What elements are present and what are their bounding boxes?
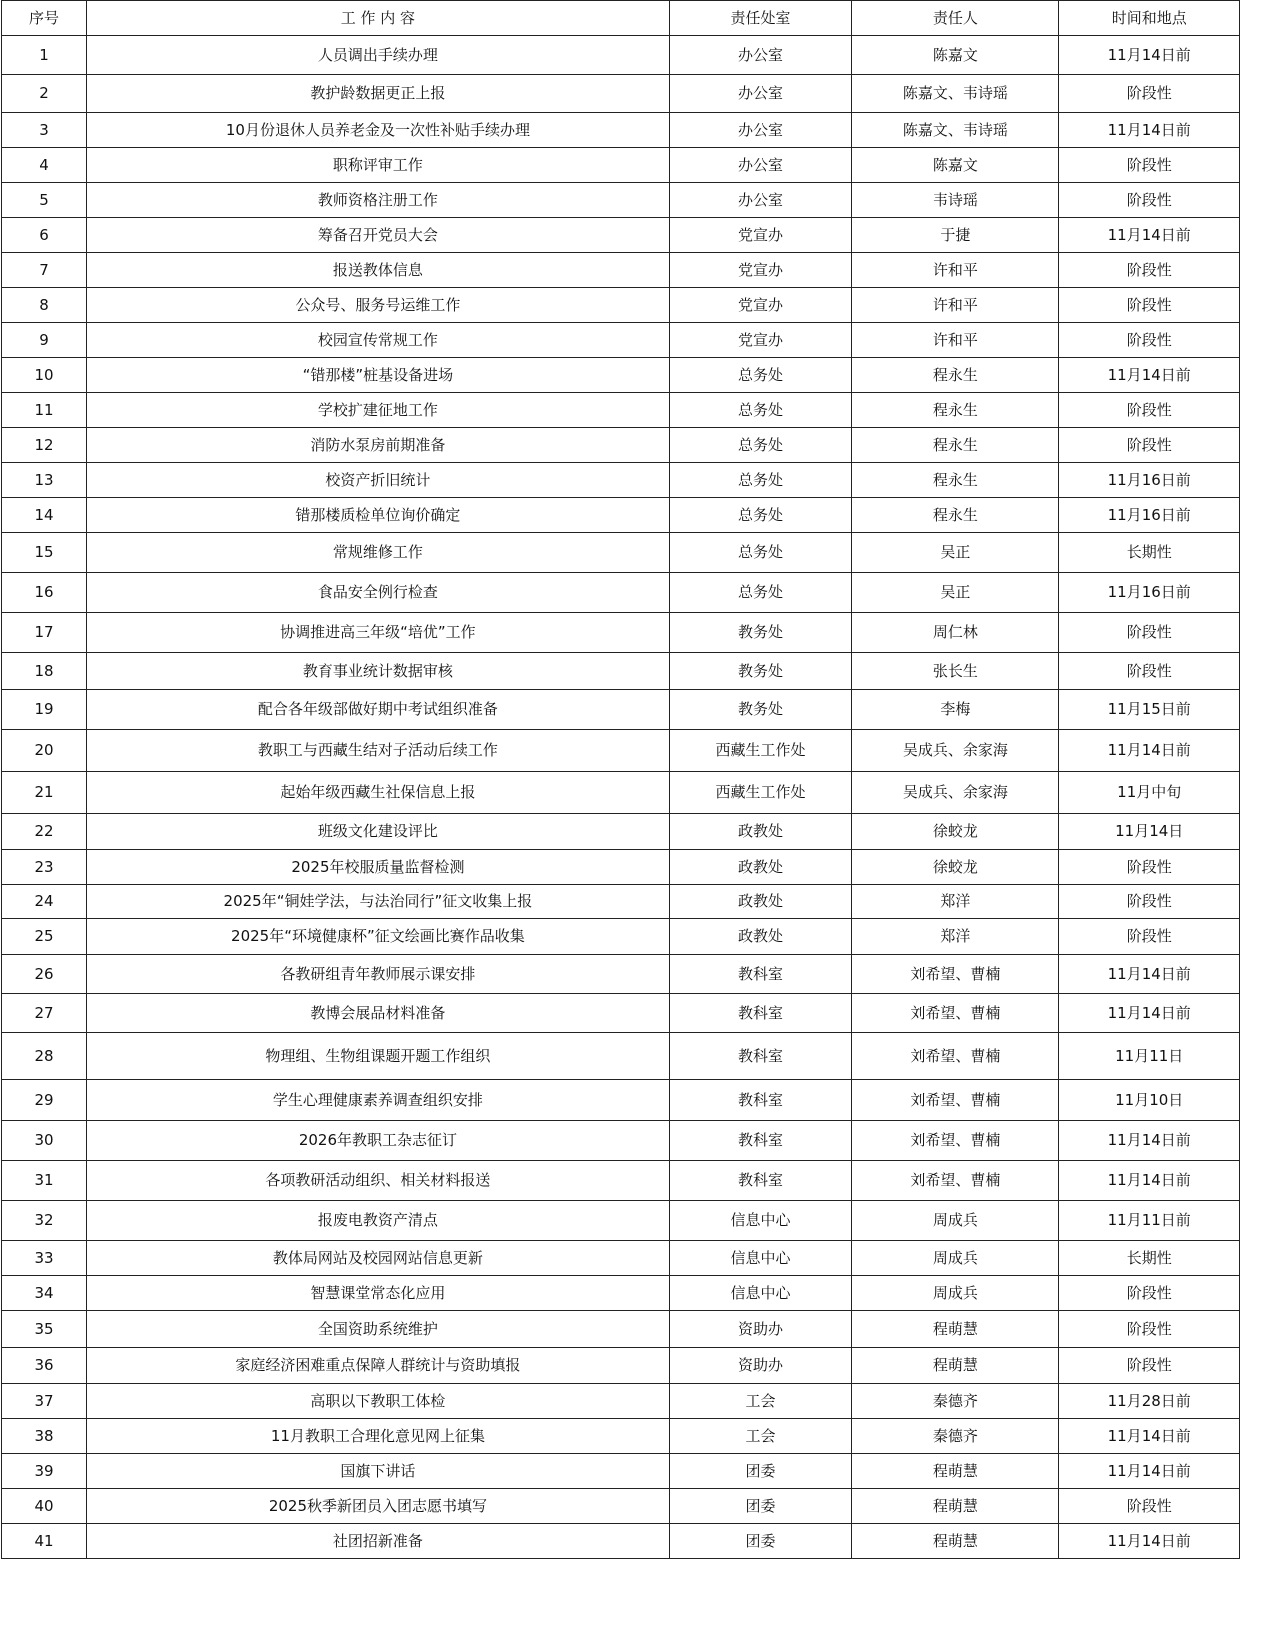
cell-department: 团委 [669, 1524, 852, 1559]
table-row [2, 653, 1240, 690]
table-row [2, 75, 1240, 113]
cell-deadline: 阶段性 [1059, 75, 1240, 113]
cell-deadline: 长期性 [1059, 533, 1240, 573]
table-row [2, 573, 1240, 613]
cell-index: 39 [2, 1454, 87, 1489]
cell-owner: 吴成兵、余家海 [852, 772, 1059, 814]
table-row [2, 690, 1240, 730]
cell-deadline: 阶段性 [1059, 183, 1240, 218]
cell-task: 各项教研活动组织、相关材料报送 [87, 1161, 670, 1201]
table-row [2, 1080, 1240, 1121]
cell-department: 信息中心 [669, 1201, 852, 1241]
cell-task: 智慧课堂常态化应用 [87, 1276, 670, 1311]
table-row [2, 358, 1240, 393]
cell-department: 教科室 [669, 1121, 852, 1161]
cell-department: 政教处 [669, 919, 852, 955]
cell-deadline: 长期性 [1059, 1241, 1240, 1276]
work-schedule-table [1, 0, 1240, 1559]
cell-department: 总务处 [669, 498, 852, 533]
cell-owner: 程永生 [852, 463, 1059, 498]
cell-index: 34 [2, 1276, 87, 1311]
cell-department: 教科室 [669, 1033, 852, 1080]
cell-owner: 李梅 [852, 690, 1059, 730]
cell-owner: 郑洋 [852, 885, 1059, 919]
cell-department: 资助办 [669, 1348, 852, 1384]
cell-index: 13 [2, 463, 87, 498]
table-row [2, 218, 1240, 253]
cell-index: 30 [2, 1121, 87, 1161]
cell-department: 总务处 [669, 428, 852, 463]
cell-department: 总务处 [669, 358, 852, 393]
table-row [2, 772, 1240, 814]
cell-index: 3 [2, 113, 87, 148]
cell-task: 校园宣传常规工作 [87, 323, 670, 358]
cell-task: 全国资助系统维护 [87, 1311, 670, 1348]
cell-department: 团委 [669, 1489, 852, 1524]
cell-department: 政教处 [669, 850, 852, 885]
table-row [2, 1348, 1240, 1384]
cell-index: 11 [2, 393, 87, 428]
cell-owner: 张长生 [852, 653, 1059, 690]
cell-index: 41 [2, 1524, 87, 1559]
cell-department: 党宣办 [669, 288, 852, 323]
table-row [2, 814, 1240, 850]
cell-index: 40 [2, 1489, 87, 1524]
cell-owner: 于捷 [852, 218, 1059, 253]
table-row [2, 1121, 1240, 1161]
table-row [2, 253, 1240, 288]
cell-owner: 吴正 [852, 533, 1059, 573]
table-row [2, 323, 1240, 358]
cell-department: 办公室 [669, 36, 852, 75]
cell-owner: 程永生 [852, 428, 1059, 463]
cell-owner: 刘希望、曹楠 [852, 1033, 1059, 1080]
cell-deadline: 11月14日 [1059, 814, 1240, 850]
cell-deadline: 阶段性 [1059, 428, 1240, 463]
cell-deadline: 11月15日前 [1059, 690, 1240, 730]
cell-department: 总务处 [669, 533, 852, 573]
cell-department: 教科室 [669, 1161, 852, 1201]
table-row [2, 1033, 1240, 1080]
cell-task: 教育事业统计数据审核 [87, 653, 670, 690]
cell-department: 教务处 [669, 653, 852, 690]
cell-task: 家庭经济困难重点保障人群统计与资助填报 [87, 1348, 670, 1384]
cell-task: 2025年“铜娃学法，与法治同行”征文收集上报 [87, 885, 670, 919]
cell-task: 学校扩建征地工作 [87, 393, 670, 428]
cell-deadline: 阶段性 [1059, 653, 1240, 690]
cell-index: 12 [2, 428, 87, 463]
cell-owner: 刘希望、曹楠 [852, 1080, 1059, 1121]
cell-department: 工会 [669, 1384, 852, 1419]
header-task: 工 作 内 容 [87, 1, 670, 36]
table-row [2, 994, 1240, 1033]
cell-department: 教科室 [669, 955, 852, 994]
cell-task: 常规维修工作 [87, 533, 670, 573]
cell-department: 办公室 [669, 113, 852, 148]
cell-department: 团委 [669, 1454, 852, 1489]
table-row [2, 1524, 1240, 1559]
cell-index: 10 [2, 358, 87, 393]
cell-index: 26 [2, 955, 87, 994]
cell-task: 2026年教职工杂志征订 [87, 1121, 670, 1161]
header-department: 责任处室 [669, 1, 852, 36]
cell-deadline: 11月14日前 [1059, 113, 1240, 148]
table-row [2, 533, 1240, 573]
cell-task: 报废电教资产清点 [87, 1201, 670, 1241]
cell-task: “错那楼”桩基设备进场 [87, 358, 670, 393]
cell-deadline: 11月14日前 [1059, 1524, 1240, 1559]
cell-department: 办公室 [669, 183, 852, 218]
cell-department: 西藏生工作处 [669, 730, 852, 772]
cell-index: 2 [2, 75, 87, 113]
cell-owner: 秦德齐 [852, 1419, 1059, 1454]
cell-owner: 刘希望、曹楠 [852, 955, 1059, 994]
cell-index: 27 [2, 994, 87, 1033]
cell-department: 教科室 [669, 994, 852, 1033]
cell-task: 高职以下教职工体检 [87, 1384, 670, 1419]
cell-deadline: 11月14日前 [1059, 1121, 1240, 1161]
cell-task: 消防水泵房前期准备 [87, 428, 670, 463]
cell-deadline: 阶段性 [1059, 253, 1240, 288]
cell-owner: 程永生 [852, 498, 1059, 533]
cell-department: 教务处 [669, 690, 852, 730]
cell-department: 总务处 [669, 463, 852, 498]
cell-task: 教职工与西藏生结对子活动后续工作 [87, 730, 670, 772]
cell-department: 教务处 [669, 613, 852, 653]
cell-task: 公众号、服务号运维工作 [87, 288, 670, 323]
header-index: 序号 [2, 1, 87, 36]
table-row [2, 498, 1240, 533]
table-row [2, 1384, 1240, 1419]
cell-department: 办公室 [669, 75, 852, 113]
cell-deadline: 阶段性 [1059, 288, 1240, 323]
cell-owner: 郑洋 [852, 919, 1059, 955]
cell-owner: 刘希望、曹楠 [852, 1121, 1059, 1161]
cell-owner: 程萌慧 [852, 1311, 1059, 1348]
cell-task: 起始年级西藏生社保信息上报 [87, 772, 670, 814]
cell-owner: 陈嘉文、韦诗瑶 [852, 113, 1059, 148]
table-row [2, 1311, 1240, 1348]
cell-deadline: 11月14日前 [1059, 1419, 1240, 1454]
cell-deadline: 阶段性 [1059, 393, 1240, 428]
cell-index: 15 [2, 533, 87, 573]
cell-deadline: 11月11日 [1059, 1033, 1240, 1080]
cell-deadline: 阶段性 [1059, 1348, 1240, 1384]
table-row [2, 1201, 1240, 1241]
table-row [2, 919, 1240, 955]
cell-index: 35 [2, 1311, 87, 1348]
cell-deadline: 11月14日前 [1059, 955, 1240, 994]
cell-index: 16 [2, 573, 87, 613]
cell-owner: 吴正 [852, 573, 1059, 613]
cell-department: 信息中心 [669, 1276, 852, 1311]
cell-index: 38 [2, 1419, 87, 1454]
cell-task: 2025秋季新团员入团志愿书填写 [87, 1489, 670, 1524]
cell-deadline: 11月14日前 [1059, 1161, 1240, 1201]
cell-index: 28 [2, 1033, 87, 1080]
cell-deadline: 11月14日前 [1059, 358, 1240, 393]
cell-index: 25 [2, 919, 87, 955]
cell-owner: 陈嘉文 [852, 148, 1059, 183]
cell-department: 西藏生工作处 [669, 772, 852, 814]
cell-deadline: 11月11日前 [1059, 1201, 1240, 1241]
cell-owner: 周成兵 [852, 1241, 1059, 1276]
cell-index: 5 [2, 183, 87, 218]
cell-owner: 周成兵 [852, 1201, 1059, 1241]
table-row [2, 885, 1240, 919]
cell-task: 报送教体信息 [87, 253, 670, 288]
cell-index: 20 [2, 730, 87, 772]
cell-task: 筹备召开党员大会 [87, 218, 670, 253]
table-row [2, 463, 1240, 498]
cell-task: 10月份退休人员养老金及一次性补贴手续办理 [87, 113, 670, 148]
cell-index: 19 [2, 690, 87, 730]
cell-deadline: 阶段性 [1059, 148, 1240, 183]
table-row [2, 1276, 1240, 1311]
cell-deadline: 11月14日前 [1059, 730, 1240, 772]
cell-owner: 程永生 [852, 393, 1059, 428]
cell-index: 33 [2, 1241, 87, 1276]
cell-task: 教护龄数据更正上报 [87, 75, 670, 113]
cell-owner: 程萌慧 [852, 1524, 1059, 1559]
table-row [2, 428, 1240, 463]
cell-owner: 吴成兵、余家海 [852, 730, 1059, 772]
cell-owner: 陈嘉文、韦诗瑶 [852, 75, 1059, 113]
cell-deadline: 11月16日前 [1059, 463, 1240, 498]
cell-department: 教科室 [669, 1080, 852, 1121]
table-header-row [2, 1, 1240, 36]
cell-index: 23 [2, 850, 87, 885]
cell-index: 24 [2, 885, 87, 919]
cell-owner: 徐蛟龙 [852, 850, 1059, 885]
cell-index: 7 [2, 253, 87, 288]
cell-owner: 许和平 [852, 288, 1059, 323]
cell-deadline: 11月中旬 [1059, 772, 1240, 814]
cell-owner: 程永生 [852, 358, 1059, 393]
cell-deadline: 11月16日前 [1059, 498, 1240, 533]
table-row [2, 288, 1240, 323]
cell-task: 协调推进高三年级“培优”工作 [87, 613, 670, 653]
cell-index: 9 [2, 323, 87, 358]
cell-index: 1 [2, 36, 87, 75]
table-row [2, 393, 1240, 428]
table-row [2, 148, 1240, 183]
table-row [2, 1161, 1240, 1201]
cell-deadline: 阶段性 [1059, 850, 1240, 885]
cell-task: 教师资格注册工作 [87, 183, 670, 218]
cell-index: 4 [2, 148, 87, 183]
cell-index: 22 [2, 814, 87, 850]
cell-owner: 程萌慧 [852, 1348, 1059, 1384]
cell-index: 32 [2, 1201, 87, 1241]
cell-department: 信息中心 [669, 1241, 852, 1276]
cell-task: 配合各年级部做好期中考试组织准备 [87, 690, 670, 730]
cell-index: 8 [2, 288, 87, 323]
cell-index: 17 [2, 613, 87, 653]
cell-department: 资助办 [669, 1311, 852, 1348]
cell-deadline: 11月14日前 [1059, 1454, 1240, 1489]
cell-owner: 许和平 [852, 253, 1059, 288]
cell-owner: 秦德齐 [852, 1384, 1059, 1419]
cell-deadline: 阶段性 [1059, 919, 1240, 955]
table-row [2, 113, 1240, 148]
cell-deadline: 11月14日前 [1059, 36, 1240, 75]
table-row [2, 1489, 1240, 1524]
table-row [2, 850, 1240, 885]
cell-task: 11月教职工合理化意见网上征集 [87, 1419, 670, 1454]
cell-task: 食品安全例行检查 [87, 573, 670, 613]
cell-index: 14 [2, 498, 87, 533]
cell-index: 36 [2, 1348, 87, 1384]
cell-owner: 徐蛟龙 [852, 814, 1059, 850]
cell-owner: 韦诗瑶 [852, 183, 1059, 218]
table-row [2, 730, 1240, 772]
cell-department: 党宣办 [669, 323, 852, 358]
header-deadline: 时间和地点 [1059, 1, 1240, 36]
cell-task: 社团招新准备 [87, 1524, 670, 1559]
cell-owner: 许和平 [852, 323, 1059, 358]
cell-deadline: 11月10日 [1059, 1080, 1240, 1121]
cell-department: 政教处 [669, 885, 852, 919]
cell-index: 18 [2, 653, 87, 690]
header-owner: 责任人 [852, 1, 1059, 36]
cell-owner: 程萌慧 [852, 1454, 1059, 1489]
cell-index: 21 [2, 772, 87, 814]
cell-task: 国旗下讲话 [87, 1454, 670, 1489]
cell-department: 办公室 [669, 148, 852, 183]
cell-deadline: 11月16日前 [1059, 573, 1240, 613]
cell-task: 各教研组青年教师展示课安排 [87, 955, 670, 994]
cell-owner: 周仁林 [852, 613, 1059, 653]
cell-task: 职称评审工作 [87, 148, 670, 183]
table-row [2, 613, 1240, 653]
cell-task: 班级文化建设评比 [87, 814, 670, 850]
cell-owner: 陈嘉文 [852, 36, 1059, 75]
cell-deadline: 11月14日前 [1059, 218, 1240, 253]
cell-task: 校资产折旧统计 [87, 463, 670, 498]
cell-owner: 刘希望、曹楠 [852, 994, 1059, 1033]
table-row [2, 1241, 1240, 1276]
cell-task: 学生心理健康素养调查组织安排 [87, 1080, 670, 1121]
cell-department: 总务处 [669, 393, 852, 428]
cell-deadline: 阶段性 [1059, 1276, 1240, 1311]
cell-deadline: 阶段性 [1059, 1311, 1240, 1348]
cell-task: 错那楼质检单位询价确定 [87, 498, 670, 533]
table-body [2, 36, 1240, 1559]
cell-department: 工会 [669, 1419, 852, 1454]
cell-index: 31 [2, 1161, 87, 1201]
table-row [2, 955, 1240, 994]
cell-department: 党宣办 [669, 253, 852, 288]
cell-index: 29 [2, 1080, 87, 1121]
cell-department: 总务处 [669, 573, 852, 613]
cell-task: 2025年“环境健康杯”征文绘画比赛作品收集 [87, 919, 670, 955]
cell-deadline: 阶段性 [1059, 1489, 1240, 1524]
cell-deadline: 阶段性 [1059, 323, 1240, 358]
table-row [2, 1419, 1240, 1454]
cell-index: 37 [2, 1384, 87, 1419]
cell-deadline: 11月14日前 [1059, 994, 1240, 1033]
cell-task: 人员调出手续办理 [87, 36, 670, 75]
cell-department: 政教处 [669, 814, 852, 850]
cell-index: 6 [2, 218, 87, 253]
cell-task: 教体局网站及校园网站信息更新 [87, 1241, 670, 1276]
cell-owner: 程萌慧 [852, 1489, 1059, 1524]
table-row [2, 36, 1240, 75]
cell-deadline: 阶段性 [1059, 613, 1240, 653]
cell-task: 2025年校服质量监督检测 [87, 850, 670, 885]
cell-task: 教博会展品材料准备 [87, 994, 670, 1033]
cell-deadline: 阶段性 [1059, 885, 1240, 919]
cell-owner: 周成兵 [852, 1276, 1059, 1311]
cell-owner: 刘希望、曹楠 [852, 1161, 1059, 1201]
cell-deadline: 11月28日前 [1059, 1384, 1240, 1419]
cell-department: 党宣办 [669, 218, 852, 253]
table-row [2, 183, 1240, 218]
table-row [2, 1454, 1240, 1489]
cell-task: 物理组、生物组课题开题工作组织 [87, 1033, 670, 1080]
